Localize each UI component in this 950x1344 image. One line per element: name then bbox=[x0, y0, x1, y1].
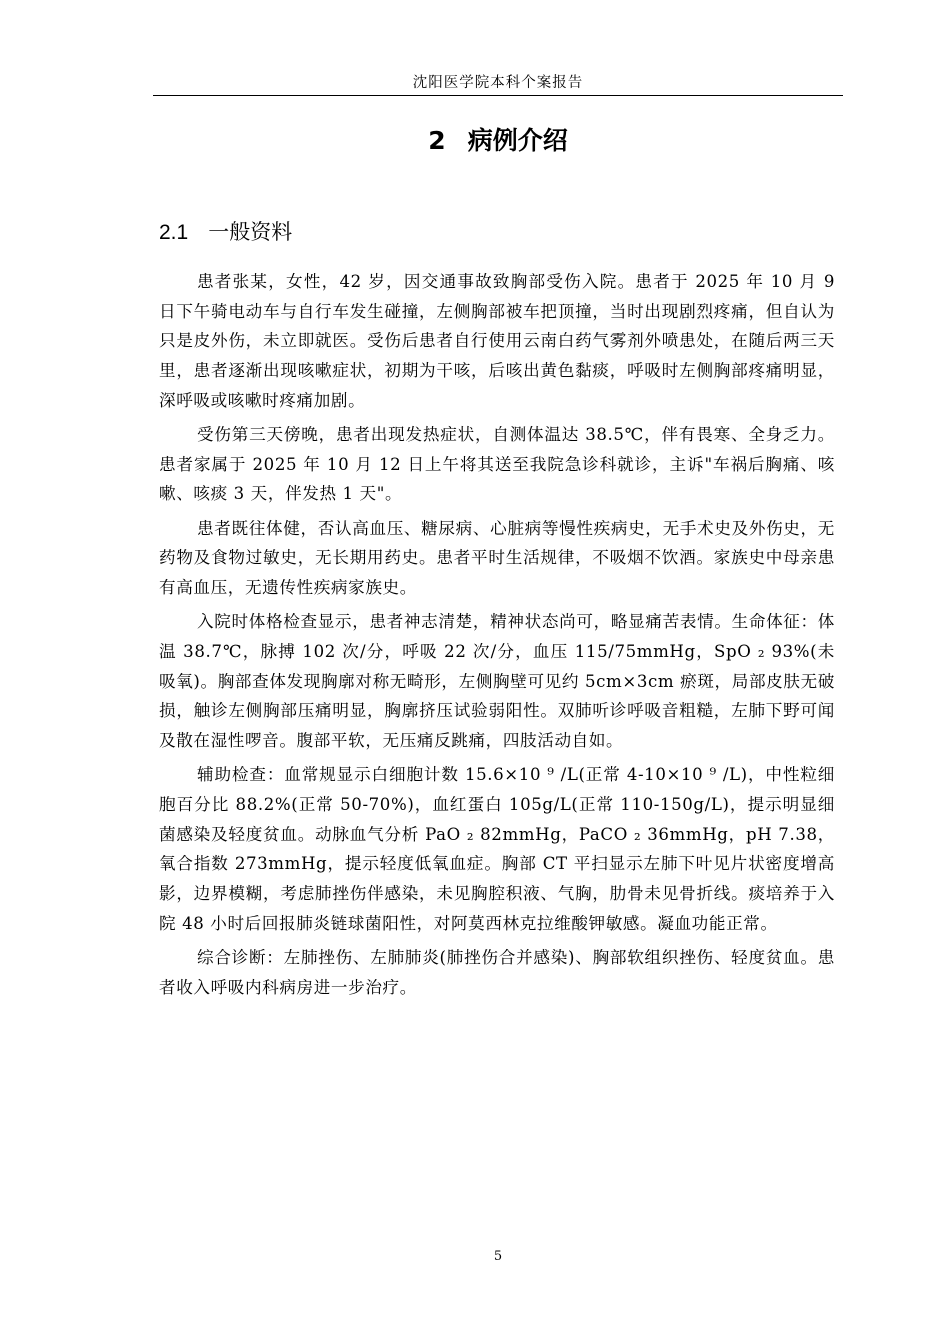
paragraph-lab-tests: 辅助检查：血常规显示白细胞计数 15.6×10 ⁹ /L(正常 4-10×10 ⁹ /L)，中性粒细胞百分比 88.2%(正常 50-70%)，血红蛋白 105g/L(正常 110-150g/L)，提示明显细菌感染及轻度贫血。动脉血气分析 PaO ₂ 82mmHg，PaCO ₂ 36mmHg，pH 7.38，氧合指数 273mmHg，提示轻度低氧血症。胸部 CT 平扫显示左肺下叶见片状密度增高影，边界模糊，考虑肺挫伤伴感染，未见胸腔积液、气胸，肋骨未见骨折线。痰培养于入院 48 小时后回报肺炎链球菌阳性，对阿莫西林克拉维酸钾敏感。凝血功能正常。 bbox=[159, 765, 835, 933]
paragraph-history: 患者张某，女性，42 岁，因交通事故致胸部受伤入院。患者于 2025 年 10 月 9 日下午骑电动车与自行车发生碰撞，左侧胸部被车把顶撞，当时出现剧烈疼痛，但自认为只是皮外伤，未立即就医。受伤后患者自行使用云南白药气雾剂外喷患处，在随后两三天里，患者逐渐出现咳嗽症状，初期为干咳，后咳出黄色黏痰，呼吸时左侧胸部疼痛明显，深呼吸或咳嗽时疼痛加剧。 bbox=[159, 272, 835, 410]
section-number: 2.1 bbox=[159, 221, 189, 244]
body-text bbox=[159, 267, 835, 1007]
page-number: 5 bbox=[493, 1249, 503, 1264]
paragraph-admission: 受伤第三天傍晚，患者出现发热症状，自测体温达 38.5℃，伴有畏寒、全身乏力。患者家属于 2025 年 10 月 12 日上午将其送至我院急诊科就诊，主诉"车祸后胸痛、咳嗽、咳痰 3 天，伴发热 1 天"。 bbox=[159, 425, 835, 504]
chapter-title: 病例介绍 bbox=[467, 126, 568, 155]
section-heading bbox=[159, 217, 292, 248]
chapter-number: 2 bbox=[428, 126, 446, 155]
paragraph-past-history: 患者既往体健，否认高血压、糖尿病、心脏病等慢性疾病史，无手术史及外伤史，无药物及食物过敏史，无长期用药史。患者平时生活规律，不吸烟不饮酒。家族史中母亲患有高血压，无遗传性疾病家族史。 bbox=[159, 518, 835, 598]
running-header-title: 沈阳医学院本科个案报告 bbox=[412, 75, 584, 91]
running-header bbox=[153, 73, 843, 96]
section-title: 一般资料 bbox=[208, 220, 293, 244]
paragraph-physical-exam: 入院时体格检查显示，患者神志清楚，精神状态尚可，略显痛苦表情。生命体征：体温 38.7℃，脉搏 102 次/分，呼吸 22 次/分，血压 115/75mmHg，SpO ₂ 93%(未吸氧)。胸部查体发现胸廓对称无畸形，左侧胸壁可见约 5cm×3cm 瘀斑，局部皮肤无破损，触诊左侧胸部压痛明显，胸廓挤压试验弱阳性。双肺听诊呼吸音粗糙，左肺下野可闻及散在湿性啰音。腹部平软，无压痛反跳痛，四肢活动自如。 bbox=[159, 612, 835, 751]
chapter-heading bbox=[153, 124, 843, 158]
paragraph-diagnosis: 综合诊断：左肺挫伤、左肺肺炎(肺挫伤合并感染)、胸部软组织挫伤、轻度贫血。患者收入呼吸内科病房进一步治疗。 bbox=[159, 947, 835, 997]
